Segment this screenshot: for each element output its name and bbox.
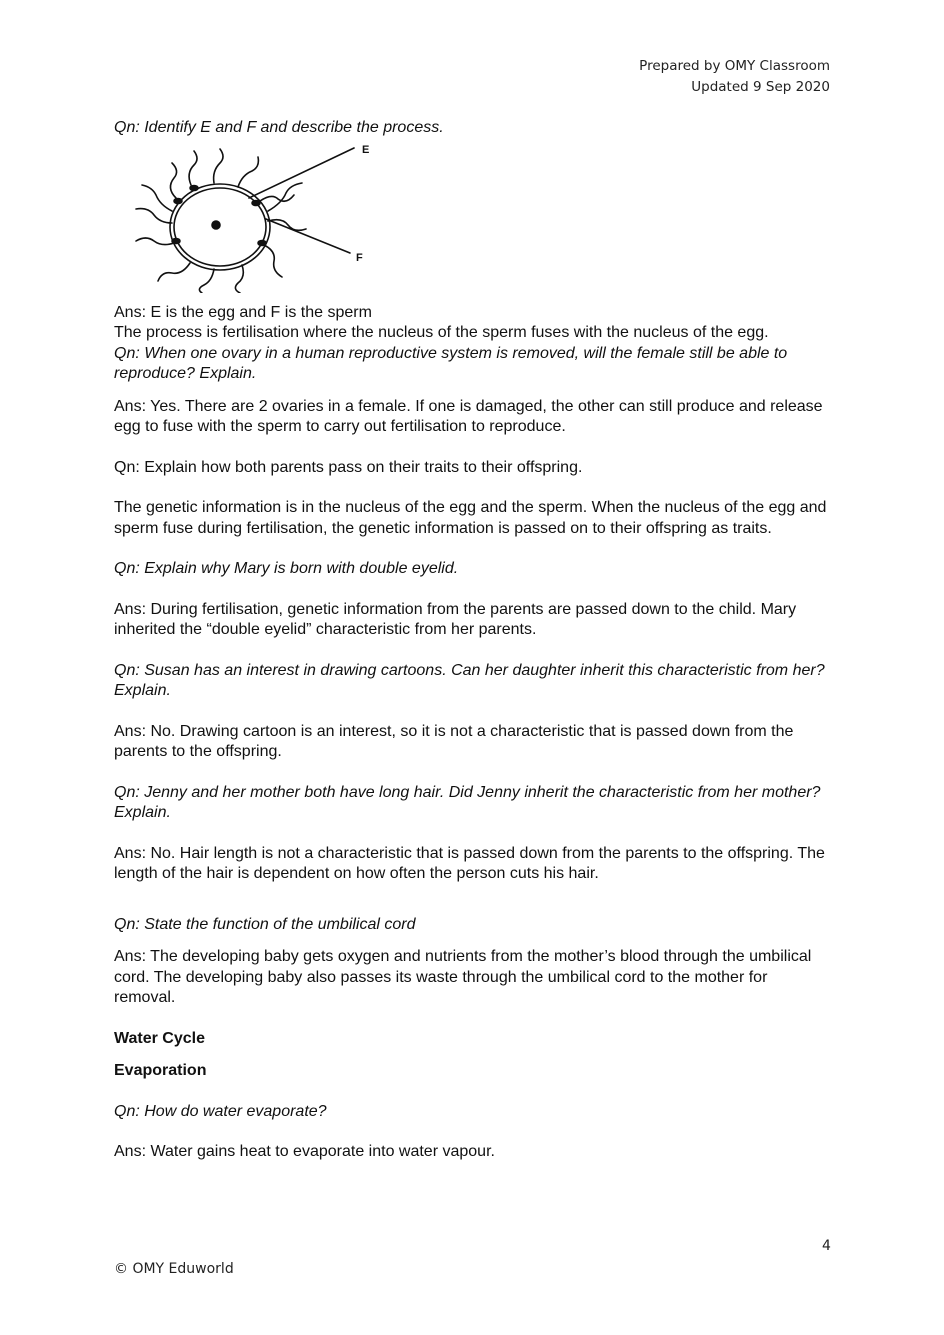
page-header	[639, 56, 830, 98]
updated-date: Updated 9 Sep 2020	[691, 79, 830, 95]
page-number: 4	[822, 1238, 831, 1254]
answer-6: Ans: No. Hair length is not a characteristic that is passed down from the parents to the offspring. The length of the hair is dependent on how often the person cuts his hair.	[114, 844, 825, 882]
label-f: F	[356, 251, 363, 264]
label-line-e	[249, 148, 354, 198]
question-7: Qn: State the function of the umbilical cord	[114, 915, 416, 933]
label-line-f	[266, 219, 350, 253]
answer-4: Ans: During fertilisation, genetic information from the parents are passed down to the child. Mary inherited the “double eyelid” characteristic from her parents.	[114, 600, 797, 638]
answer-1-line-1: Ans: E is the egg and F is the sperm	[114, 303, 372, 321]
question-2: Qn: When one ovary in a human reproductive system is removed, will the female still be able to reproduce? Explain.	[114, 344, 788, 382]
answer-8: Ans: Water gains heat to evaporate into water vapour.	[114, 1143, 495, 1160]
document-body	[114, 118, 830, 1163]
heading-evaporation: Evaporation	[114, 1062, 207, 1079]
question-4: Qn: Explain why Mary is born with double eyelid.	[114, 560, 459, 577]
answer-7: Ans: The developing baby gets oxygen and nutrients from the mother’s blood through the umbilical cord. The developing baby also passes its waste through the umbilical cord to the mother for removal.	[114, 948, 812, 1006]
question-1: Qn: Identify E and F and describe the process.	[114, 119, 444, 136]
answer-2: Ans: Yes. There are 2 ovaries in a female. If one is damaged, the other can still produce and release egg to fuse with the sperm to carry out fertilisation to reproduce.	[114, 397, 823, 435]
question-8: Qn: How do water evaporate?	[114, 1102, 327, 1120]
heading-water-cycle: Water Cycle	[114, 1029, 205, 1047]
answer-1-line-2: The process is fertilisation where the nucleus of the sperm fuses with the nucleus of the egg.	[114, 324, 769, 341]
answer-5: Ans: No. Drawing cartoon is an interest, so it is not a characteristic that is passed down from the parents to the offspring.	[114, 722, 794, 760]
footer-copyright: © OMY Eduworld	[114, 1261, 234, 1277]
question-6: Qn: Jenny and her mother both have long hair. Did Jenny inherit the characteristic from her mother? Explain.	[114, 783, 821, 821]
question-5: Qn: Susan has an interest in drawing cartoons. Can her daughter inherit this characteristic from her? Explain.	[114, 661, 825, 699]
fertilisation-diagram	[116, 143, 386, 293]
answer-3: The genetic information is in the nucleus of the egg and the sperm. When the nucleus of the egg and sperm fuse during fertilisation, the genetic information is passed on to their offspring as traits.	[114, 499, 827, 537]
question-3: Qn: Explain how both parents pass on their traits to their offspring.	[114, 458, 583, 476]
label-e: E	[362, 143, 370, 156]
prepared-by: Prepared by OMY Classroom	[639, 58, 830, 74]
